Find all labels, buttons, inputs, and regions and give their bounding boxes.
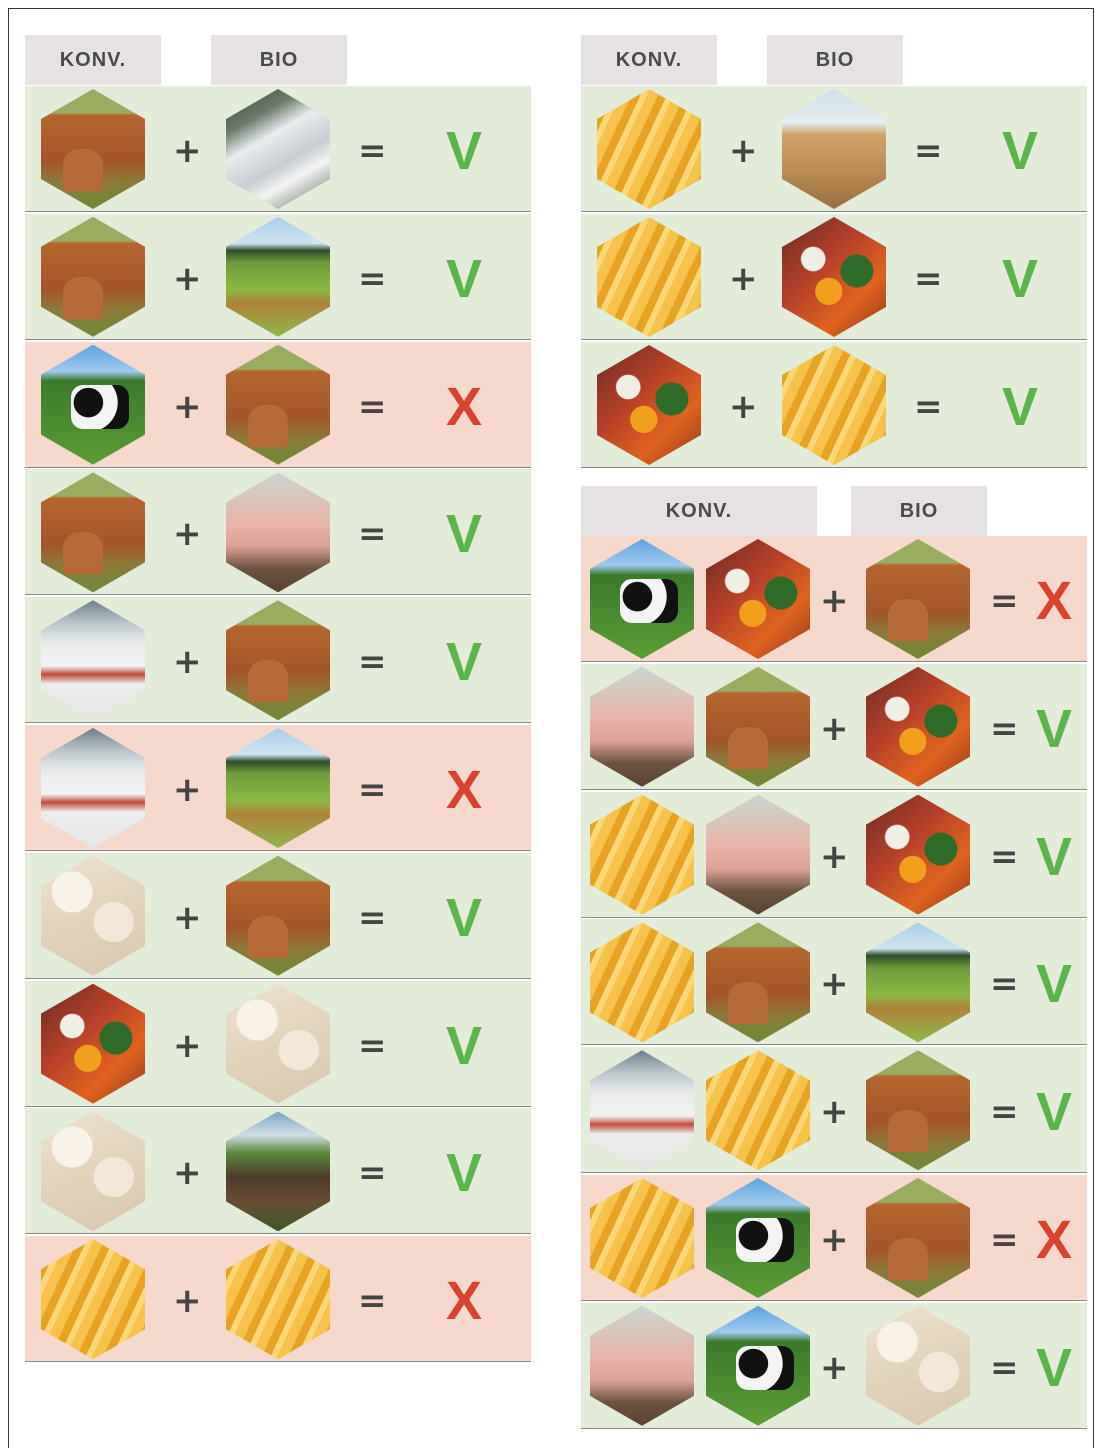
equals-sign: = bbox=[990, 1092, 1019, 1133]
plus-sign: + bbox=[173, 1153, 202, 1194]
equals-sign: = bbox=[358, 1281, 387, 1322]
equals-sign: = bbox=[358, 514, 387, 555]
header-konv: KONV. bbox=[25, 35, 161, 85]
compatible-mark: V bbox=[1002, 121, 1039, 181]
equals-sign: = bbox=[358, 258, 387, 299]
compatible-mark: V bbox=[1036, 698, 1073, 759]
equals-sign: = bbox=[990, 581, 1019, 621]
compatible-mark: V bbox=[1036, 826, 1073, 887]
header-bio: BIO bbox=[211, 35, 347, 85]
compatible-mark: V bbox=[1036, 1082, 1073, 1143]
plus-sign: + bbox=[820, 581, 849, 621]
compatible-mark: V bbox=[446, 1015, 483, 1076]
incompatible-mark: X bbox=[446, 760, 483, 820]
plus-sign: + bbox=[820, 964, 849, 1005]
equals-sign: = bbox=[990, 708, 1019, 749]
header-konv: KONV. bbox=[581, 486, 817, 536]
compatible-mark: V bbox=[446, 504, 483, 565]
incompatible-mark: X bbox=[1036, 571, 1073, 631]
plus-sign: + bbox=[173, 386, 202, 427]
plus-sign: + bbox=[173, 897, 202, 938]
compatible-mark: V bbox=[446, 121, 483, 181]
equals-sign: = bbox=[358, 131, 387, 171]
plus-sign: + bbox=[729, 387, 758, 427]
equals-sign: = bbox=[358, 1025, 387, 1066]
incompatible-mark: X bbox=[446, 1271, 483, 1332]
equals-sign: = bbox=[990, 964, 1019, 1005]
plus-sign: + bbox=[729, 131, 758, 171]
plus-sign: + bbox=[173, 131, 202, 171]
equals-sign: = bbox=[358, 897, 387, 938]
plus-sign: + bbox=[173, 770, 202, 810]
equals-sign: = bbox=[990, 1220, 1019, 1260]
equals-sign: = bbox=[358, 386, 387, 427]
plus-sign: + bbox=[729, 259, 758, 299]
plus-sign: + bbox=[820, 836, 849, 877]
plus-sign: + bbox=[820, 708, 849, 749]
plus-sign: + bbox=[820, 1220, 849, 1260]
compatible-mark: V bbox=[1036, 954, 1073, 1015]
compatible-mark: V bbox=[446, 632, 483, 693]
compatible-mark: V bbox=[446, 887, 483, 948]
equals-sign: = bbox=[914, 131, 943, 171]
plus-sign: + bbox=[173, 642, 202, 683]
compatible-mark: V bbox=[1036, 1337, 1073, 1398]
compatible-mark: V bbox=[1002, 377, 1039, 437]
equals-sign: = bbox=[358, 770, 387, 810]
equals-sign: = bbox=[914, 259, 943, 299]
header-bio: BIO bbox=[851, 486, 987, 536]
equals-sign: = bbox=[914, 387, 943, 427]
plus-sign: + bbox=[173, 1025, 202, 1066]
header-konv: KONV. bbox=[581, 35, 717, 85]
plus-sign: + bbox=[173, 258, 202, 299]
equals-sign: = bbox=[990, 1347, 1019, 1388]
plus-sign: + bbox=[173, 514, 202, 555]
compatible-mark: V bbox=[446, 248, 483, 309]
plus-sign: + bbox=[820, 1092, 849, 1133]
incompatible-mark: X bbox=[1036, 1210, 1073, 1270]
incompatible-mark: X bbox=[446, 376, 483, 437]
plus-sign: + bbox=[173, 1281, 202, 1322]
equals-sign: = bbox=[358, 642, 387, 683]
plus-sign: + bbox=[820, 1347, 849, 1388]
compatible-mark: V bbox=[1002, 249, 1039, 309]
compatible-mark: V bbox=[446, 1143, 483, 1204]
header-bio: BIO bbox=[767, 35, 903, 85]
equals-sign: = bbox=[990, 836, 1019, 877]
equals-sign: = bbox=[358, 1153, 387, 1194]
